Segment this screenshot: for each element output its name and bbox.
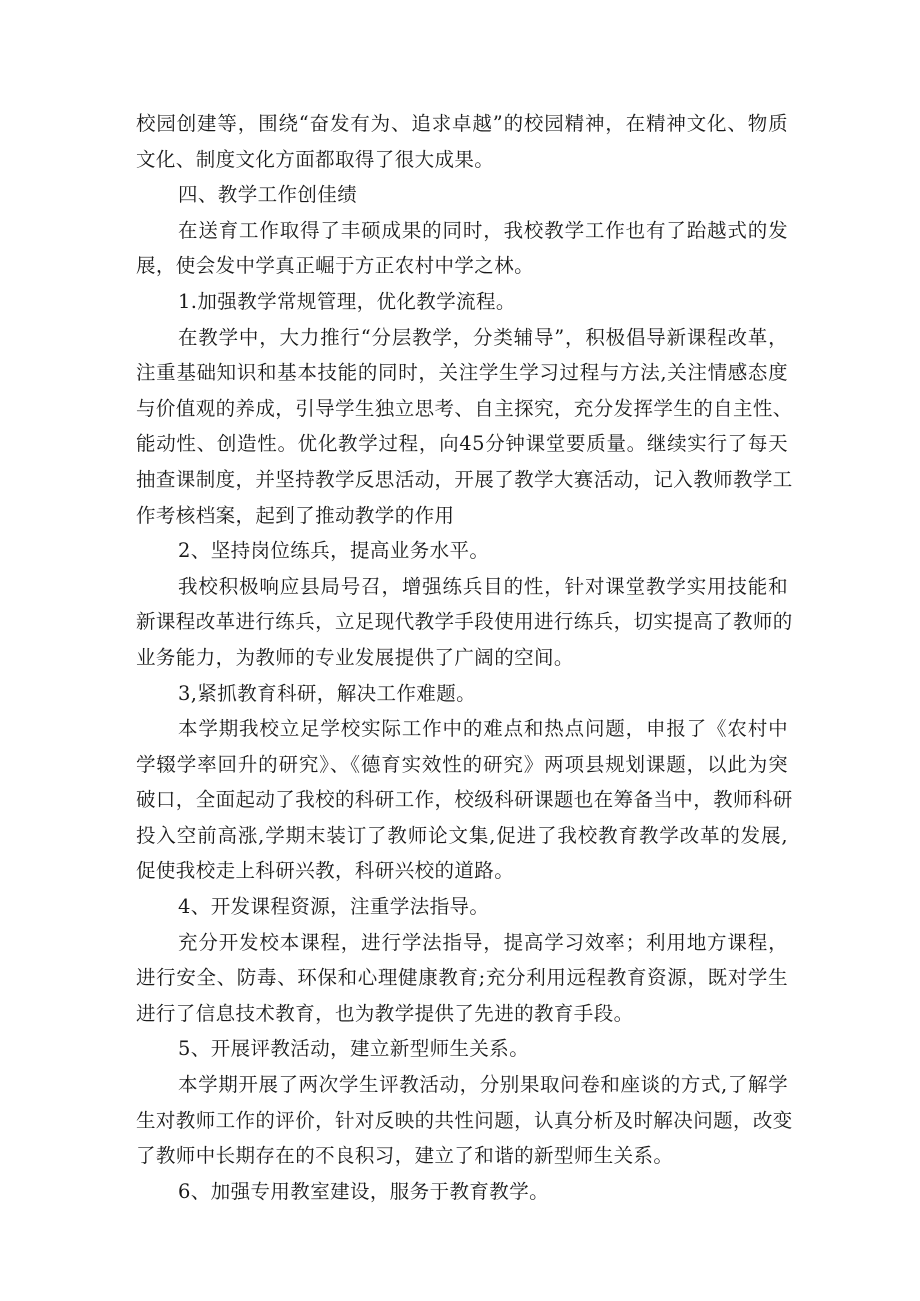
paragraph-line: 投入空前高涨,学期末装订了教师论文集,促进了我校教育教学改革的发展, — [136, 823, 788, 847]
paragraph-first-line: 本学期我校立足学校实际工作中的难点和热点问题，申报了《农村中 — [178, 717, 788, 741]
paragraph-line: 文化、制度文化方面都取得了很大成果。 — [136, 147, 495, 171]
paragraph-line: 促使我校走上科研兴教，科研兴校的道路。 — [136, 859, 515, 883]
paragraph-first-line: 3,紧抓教育科研，解决工作难题。 — [178, 681, 477, 705]
paragraph-first-line: 四、教学工作创佳绩 — [178, 183, 358, 207]
paragraph-line: 破口，全面起动了我校的科研工作，校级科研课题也在筹备当中，教师科研 — [136, 788, 793, 812]
paragraph-line: 新课程改革进行练兵，立足现代教学手段使用进行练兵，切实提高了教师的 — [136, 610, 793, 634]
paragraph-line: 学辍学率回升的研究》、《德育实效性的研究》两项县规划课题，以此为突 — [136, 752, 788, 776]
paragraph-first-line: 本学期开展了两次学生评教活动，分别果取问卷和座谈的方式,了解学 — [178, 1073, 788, 1097]
paragraph-first-line: 在送育工作取得了丰硕成果的同时，我校教学工作也有了跆越式的发 — [178, 218, 788, 242]
paragraph-first-line: 2、坚持岗位练兵，提高业务水平。 — [178, 539, 490, 563]
paragraph-first-line: 5、开展评教活动，建立新型师生关系。 — [178, 1037, 530, 1061]
paragraph-line: 业务能力，为教师的专业发展提供了广阔的空间。 — [136, 645, 574, 669]
paragraph-line: 注重基础知识和基本技能的同时，关注学生学习过程与方法,关注情感态度 — [136, 361, 788, 385]
paragraph-line: 进行安全、防毒、环保和心理健康教育;充分利用远程教育资源，既对学生 — [136, 966, 788, 990]
paragraph-first-line: 充分开发校本课程，进行学法指导，提高学习效率；利用地方课程， — [178, 930, 788, 954]
paragraph-line: 校园创建等，围绕“奋发有为、追求卓越”的校园精神，在精神文化、物质 — [136, 112, 788, 135]
paragraph-first-line: 6、加强专用教室建设，服务于教育教学。 — [178, 1179, 550, 1203]
paragraph-first-line: 我校积极响应县局号召，增强练兵目的性，针对课堂教学实用技能和 — [178, 574, 788, 598]
paragraph-line: 生对教师工作的评价，针对反映的共性问题，认真分析及时解决问题，改变 — [136, 1108, 793, 1132]
paragraph-line: 了教师中长期存在的不良积习，建立了和谐的新型师生关系。 — [136, 1144, 674, 1168]
paragraph-first-line: 4、开发课程资源，注重学法指导。 — [178, 895, 490, 919]
paragraph-line: 进行了信息技术教育，也为教学提供了先进的教育手段。 — [136, 1001, 634, 1025]
paragraph-first-line: 在教学中，大力推行“分层教学，分类辅导”，积极倡导新课程改革， — [178, 325, 788, 349]
paragraph-first-line: 1.加强教学常规管理，优化教学流程。 — [178, 289, 516, 313]
paragraph-line: 展，使会发中学真正崛于方正农村中学之林。 — [136, 254, 535, 278]
paragraph-line: 与价值观的养成，引导学生独立思考、自主探究，充分发挥学生的自主性、 — [136, 396, 793, 420]
paragraph-line: 作考核档案，起到了推动教学的作用 — [136, 503, 455, 527]
document-body — [136, 106, 793, 1209]
paragraph-line: 抽查课制度，并坚持教学反思活动，开展了教学大赛活动，记入教师教学工 — [136, 467, 793, 491]
paragraph-line: 能动性、创造性。优化教学过程，向45分钟课堂要质量。继续实行了每天 — [136, 432, 788, 456]
